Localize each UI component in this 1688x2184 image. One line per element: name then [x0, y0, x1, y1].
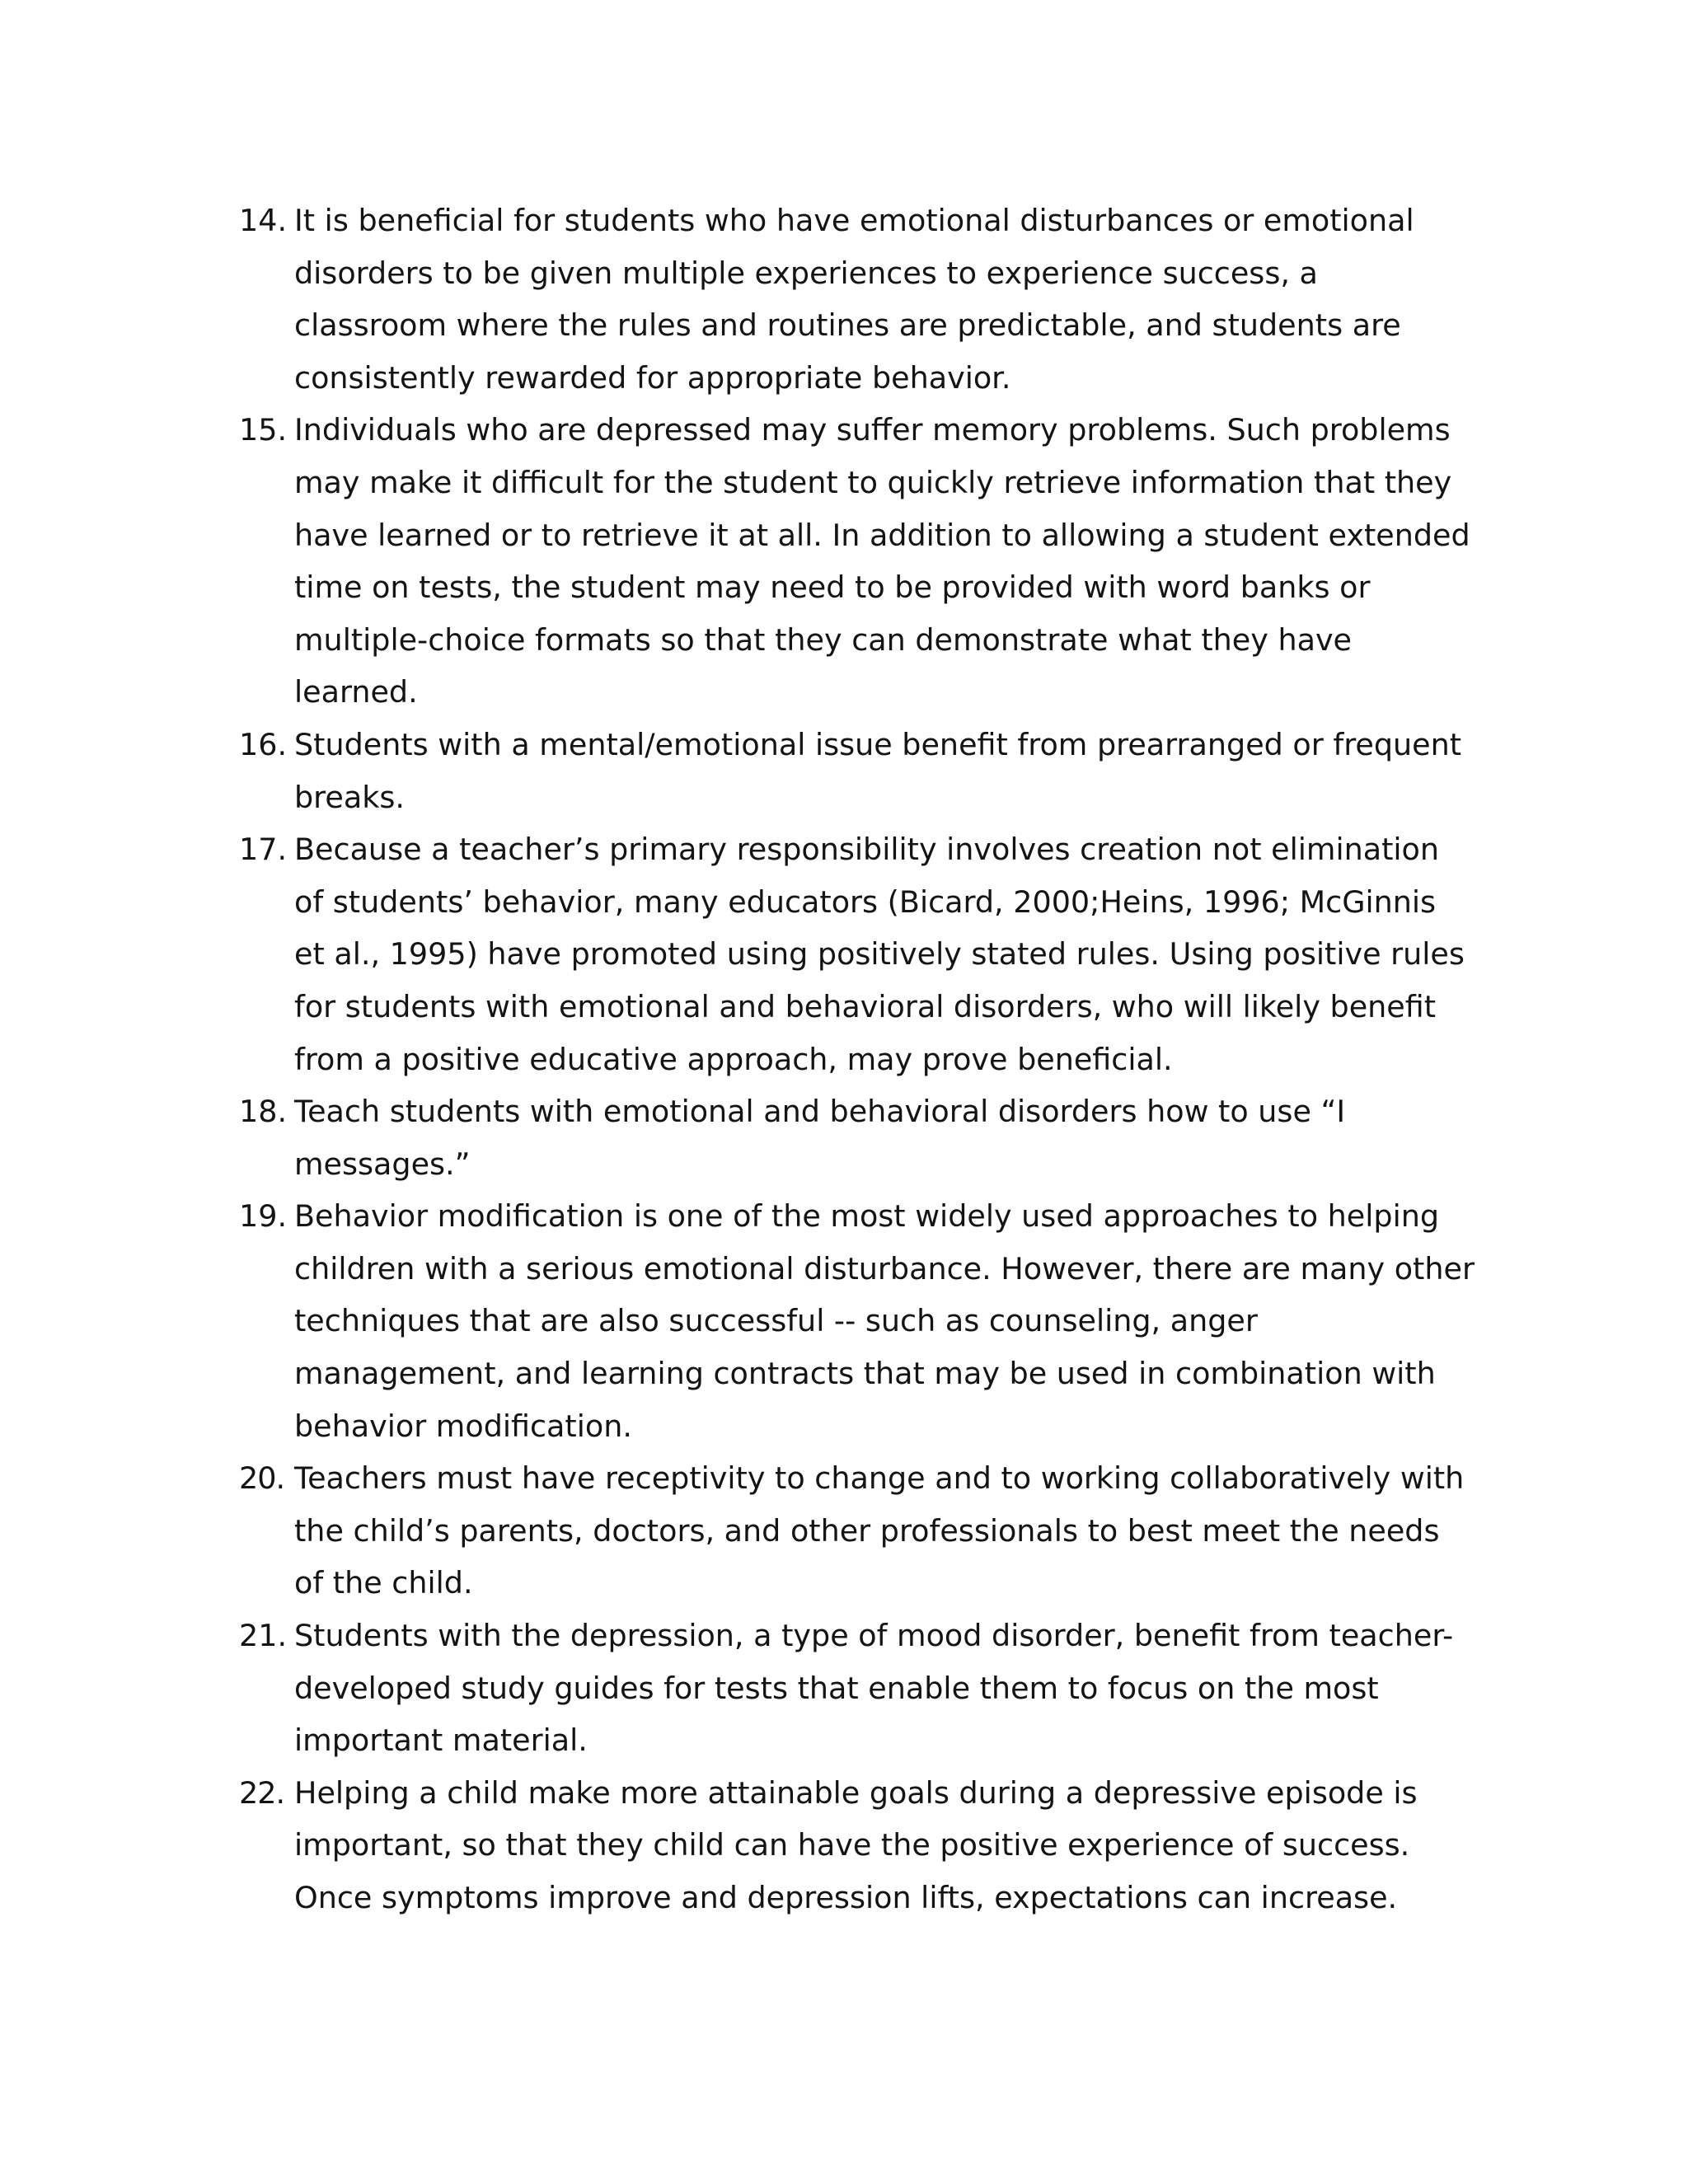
item-text: Students with a mental/emotional issue benefit from prearranged or frequent breaks.	[294, 726, 1462, 815]
item-text: It is beneficial for students who have emotional disturbances or emotional disorders to be given multiple experiences to experience success, a classroom where the rules and routines are predictable, and students are consistently rewarded for appropriate behavior.	[294, 203, 1414, 396]
list-item	[239, 1190, 1475, 1452]
numbered-list	[239, 194, 1475, 1924]
item-number: 22.	[239, 1774, 285, 1811]
list-item	[239, 1767, 1475, 1924]
list-item	[239, 1452, 1475, 1610]
item-number: 16.	[239, 726, 288, 762]
list-item	[239, 1610, 1475, 1767]
list-item	[239, 719, 1475, 823]
item-text: Teach students with emotional and behavioral disorders how to use “I messages.”	[294, 1094, 1346, 1182]
item-number: 19.	[239, 1198, 288, 1235]
item-text: Helping a child make more attainable goals during a depressive episode is important, so that they child can have the positive experience of success. Once symptoms improve and depression lifts, expectations can increase.	[294, 1774, 1418, 1915]
item-number: 18.	[239, 1094, 288, 1130]
item-number: 17.	[239, 832, 288, 868]
item-text: Behavior modification is one of the most widely used approaches to helping children with a serious emotional disturbance. However, there are many other techniques that are also successful -- such as counseling, anger management, and learning contracts that may be used in combination with behavior modification.	[294, 1198, 1475, 1444]
item-number: 15.	[239, 412, 288, 448]
item-number: 21.	[239, 1618, 288, 1654]
item-text: Students with the depression, a type of mood disorder, benefit from teacher-developed study guides for tests that enable them to focus on the most important material.	[294, 1618, 1454, 1759]
list-item	[239, 194, 1475, 404]
list-item	[239, 1085, 1475, 1190]
list-item	[239, 823, 1475, 1085]
item-text: Because a teacher’s primary responsibility involves creation not elimination of students’ behavior, many educators (Bicard, 2000;Heins, 1996; McGinnis et al., 1995) have promoted using positively stated rules. Using positive rules for students with emotional and behavioral disorders, who will likely benefit from a positive educative approach, may prove beneficial.	[294, 832, 1465, 1077]
list-item	[239, 404, 1475, 719]
item-number: 20.	[239, 1460, 285, 1497]
item-text: Individuals who are depressed may suffer memory problems. Such problems may make it difficult for the student to quickly retrieve information that they have learned or to retrieve it at all. In addition to allowing a student extended time on tests, the student may need to be provided with word banks or multiple-choice formats so that they can demonstrate what they have learned.	[294, 412, 1470, 710]
item-text: Teachers must have receptivity to change and to working collaboratively with the child’s parents, doctors, and other professionals to best meet the needs of the child.	[294, 1460, 1465, 1601]
item-number: 14.	[239, 203, 288, 238]
